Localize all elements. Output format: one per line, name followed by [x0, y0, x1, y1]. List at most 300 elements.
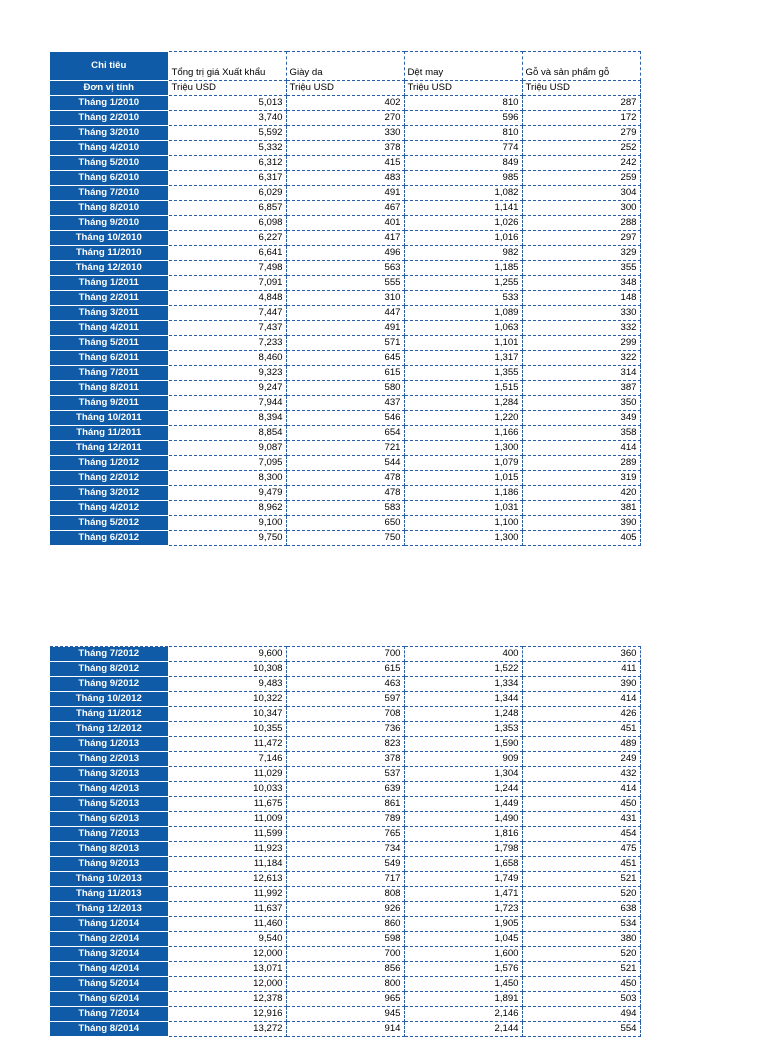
wood-cell[interactable]: 489: [522, 737, 640, 752]
month-label-cell[interactable]: Tháng 8/2013: [50, 842, 168, 857]
textile-cell[interactable]: 1,522: [404, 662, 522, 677]
wood-cell[interactable]: 521: [522, 962, 640, 977]
textile-cell[interactable]: 1,089: [404, 306, 522, 321]
wood-cell[interactable]: 360: [522, 647, 640, 662]
total-export-cell[interactable]: 10,033: [168, 782, 286, 797]
textile-cell[interactable]: 1,141: [404, 201, 522, 216]
textile-cell[interactable]: 1,255: [404, 276, 522, 291]
footwear-cell[interactable]: 491: [286, 186, 404, 201]
footwear-cell[interactable]: 537: [286, 767, 404, 782]
month-label-cell[interactable]: Tháng 2/2012: [50, 471, 168, 486]
footwear-cell[interactable]: 415: [286, 156, 404, 171]
wood-cell[interactable]: 475: [522, 842, 640, 857]
month-label-cell[interactable]: Tháng 5/2013: [50, 797, 168, 812]
total-export-cell[interactable]: 11,460: [168, 917, 286, 932]
textile-cell[interactable]: 1,082: [404, 186, 522, 201]
month-label-cell[interactable]: Tháng 10/2012: [50, 692, 168, 707]
total-export-cell[interactable]: 8,394: [168, 411, 286, 426]
table-row: [50, 516, 640, 531]
table-row: [50, 722, 640, 737]
total-export-cell[interactable]: 11,472: [168, 737, 286, 752]
month-label-cell[interactable]: Tháng 1/2014: [50, 917, 168, 932]
total-export-cell[interactable]: 11,675: [168, 797, 286, 812]
month-label-cell[interactable]: Tháng 11/2013: [50, 887, 168, 902]
footwear-cell[interactable]: 401: [286, 216, 404, 231]
wood-cell[interactable]: 329: [522, 246, 640, 261]
total-export-cell[interactable]: 11,637: [168, 902, 286, 917]
total-export-cell[interactable]: 10,322: [168, 692, 286, 707]
textile-cell[interactable]: 985: [404, 171, 522, 186]
total-export-cell[interactable]: 9,483: [168, 677, 286, 692]
month-label-cell[interactable]: Tháng 1/2013: [50, 737, 168, 752]
total-export-cell[interactable]: 6,227: [168, 231, 286, 246]
total-export-cell[interactable]: 9,323: [168, 366, 286, 381]
textile-cell[interactable]: 1,220: [404, 411, 522, 426]
total-export-cell[interactable]: 11,029: [168, 767, 286, 782]
total-export-cell[interactable]: 3,740: [168, 111, 286, 126]
textile-cell[interactable]: 1,576: [404, 962, 522, 977]
footwear-cell[interactable]: 700: [286, 647, 404, 662]
textile-cell[interactable]: 1,015: [404, 471, 522, 486]
textile-cell[interactable]: 1,471: [404, 887, 522, 902]
footwear-cell[interactable]: 639: [286, 782, 404, 797]
footwear-cell[interactable]: 654: [286, 426, 404, 441]
total-export-cell[interactable]: 6,857: [168, 201, 286, 216]
month-label-cell[interactable]: Tháng 3/2012: [50, 486, 168, 501]
footwear-cell[interactable]: 330: [286, 126, 404, 141]
total-export-cell[interactable]: 11,599: [168, 827, 286, 842]
table-row: [50, 471, 640, 486]
footwear-cell[interactable]: 402: [286, 96, 404, 111]
wood-cell[interactable]: 387: [522, 381, 640, 396]
unit-textile[interactable]: Triệu USD: [404, 81, 522, 96]
month-label-cell[interactable]: Tháng 1/2012: [50, 456, 168, 471]
header-footwear[interactable]: Giày da: [286, 52, 404, 81]
month-label-cell[interactable]: Tháng 1/2010: [50, 96, 168, 111]
total-export-cell[interactable]: 6,312: [168, 156, 286, 171]
footwear-cell[interactable]: 750: [286, 531, 404, 546]
table-row: [50, 456, 640, 471]
footwear-cell[interactable]: 597: [286, 692, 404, 707]
total-export-cell[interactable]: 5,013: [168, 96, 286, 111]
month-label-cell[interactable]: Tháng 4/2014: [50, 962, 168, 977]
wood-cell[interactable]: 411: [522, 662, 640, 677]
month-label-cell[interactable]: Tháng 1/2011: [50, 276, 168, 291]
footwear-cell[interactable]: 717: [286, 872, 404, 887]
textile-cell[interactable]: 1,590: [404, 737, 522, 752]
table-row: [50, 887, 640, 902]
wood-cell[interactable]: 259: [522, 171, 640, 186]
month-label-cell[interactable]: Tháng 10/2013: [50, 872, 168, 887]
total-export-cell[interactable]: 7,447: [168, 306, 286, 321]
textile-cell[interactable]: 909: [404, 752, 522, 767]
total-export-cell[interactable]: 9,600: [168, 647, 286, 662]
footwear-cell[interactable]: 378: [286, 752, 404, 767]
wood-cell[interactable]: 332: [522, 321, 640, 336]
wood-cell[interactable]: 431: [522, 812, 640, 827]
total-export-cell[interactable]: 5,592: [168, 126, 286, 141]
textile-cell[interactable]: 1,284: [404, 396, 522, 411]
total-export-cell[interactable]: 11,009: [168, 812, 286, 827]
wood-cell[interactable]: 390: [522, 677, 640, 692]
month-label-cell[interactable]: Tháng 4/2013: [50, 782, 168, 797]
textile-cell[interactable]: 1,344: [404, 692, 522, 707]
footwear-cell[interactable]: 437: [286, 396, 404, 411]
textile-cell[interactable]: 1,658: [404, 857, 522, 872]
table-row: [50, 336, 640, 351]
textile-cell[interactable]: 400: [404, 647, 522, 662]
wood-cell[interactable]: 521: [522, 872, 640, 887]
total-export-cell[interactable]: 12,000: [168, 947, 286, 962]
month-label-cell[interactable]: Tháng 4/2012: [50, 501, 168, 516]
table-row: [50, 782, 640, 797]
total-export-cell[interactable]: 7,095: [168, 456, 286, 471]
textile-cell[interactable]: 1,816: [404, 827, 522, 842]
month-label-cell[interactable]: Tháng 10/2011: [50, 411, 168, 426]
textile-cell[interactable]: 1,244: [404, 782, 522, 797]
footwear-cell[interactable]: 861: [286, 797, 404, 812]
month-label-cell[interactable]: Tháng 11/2012: [50, 707, 168, 722]
wood-cell[interactable]: 314: [522, 366, 640, 381]
wood-cell[interactable]: 520: [522, 887, 640, 902]
wood-cell[interactable]: 405: [522, 531, 640, 546]
textile-cell[interactable]: 1,166: [404, 426, 522, 441]
textile-cell[interactable]: 1,353: [404, 722, 522, 737]
month-label-cell[interactable]: Tháng 2/2014: [50, 932, 168, 947]
footwear-cell[interactable]: 571: [286, 336, 404, 351]
footwear-cell[interactable]: 417: [286, 231, 404, 246]
month-label-cell[interactable]: Tháng 6/2012: [50, 531, 168, 546]
textile-cell[interactable]: 1,798: [404, 842, 522, 857]
wood-cell[interactable]: 242: [522, 156, 640, 171]
month-label-cell[interactable]: Tháng 5/2012: [50, 516, 168, 531]
footwear-cell[interactable]: 914: [286, 1022, 404, 1037]
month-label-cell[interactable]: Tháng 10/2010: [50, 231, 168, 246]
textile-cell[interactable]: 1,749: [404, 872, 522, 887]
textile-cell[interactable]: 1,334: [404, 677, 522, 692]
total-export-cell[interactable]: 9,750: [168, 531, 286, 546]
wood-cell[interactable]: 494: [522, 1007, 640, 1022]
wood-cell[interactable]: 451: [522, 722, 640, 737]
textile-cell[interactable]: 1,186: [404, 486, 522, 501]
unit-total-export[interactable]: Triệu USD: [168, 81, 286, 96]
textile-cell[interactable]: 1,304: [404, 767, 522, 782]
month-label-cell[interactable]: Tháng 7/2010: [50, 186, 168, 201]
textile-cell[interactable]: 1,248: [404, 707, 522, 722]
month-label-cell[interactable]: Tháng 6/2013: [50, 812, 168, 827]
textile-cell[interactable]: 1,891: [404, 992, 522, 1007]
month-label-cell[interactable]: Tháng 3/2014: [50, 947, 168, 962]
footwear-cell[interactable]: 736: [286, 722, 404, 737]
header-indicator-label[interactable]: Chỉ tiêu: [50, 52, 168, 81]
month-label-cell[interactable]: Tháng 6/2011: [50, 351, 168, 366]
textile-cell[interactable]: 1,449: [404, 797, 522, 812]
wood-cell[interactable]: 287: [522, 96, 640, 111]
footwear-cell[interactable]: 721: [286, 441, 404, 456]
textile-cell[interactable]: 1,031: [404, 501, 522, 516]
wood-cell[interactable]: 330: [522, 306, 640, 321]
wood-cell[interactable]: 299: [522, 336, 640, 351]
textile-cell[interactable]: 1,026: [404, 216, 522, 231]
wood-cell[interactable]: 454: [522, 827, 640, 842]
wood-cell[interactable]: 390: [522, 516, 640, 531]
month-label-cell[interactable]: Tháng 12/2013: [50, 902, 168, 917]
textile-cell[interactable]: 1,185: [404, 261, 522, 276]
month-label-cell[interactable]: Tháng 8/2012: [50, 662, 168, 677]
table-row: [50, 396, 640, 411]
wood-cell[interactable]: 279: [522, 126, 640, 141]
textile-cell[interactable]: 1,079: [404, 456, 522, 471]
month-label-cell[interactable]: Tháng 2/2013: [50, 752, 168, 767]
month-label-cell[interactable]: Tháng 5/2011: [50, 336, 168, 351]
month-label-cell[interactable]: Tháng 9/2011: [50, 396, 168, 411]
total-export-cell[interactable]: 8,854: [168, 426, 286, 441]
textile-cell[interactable]: 1,355: [404, 366, 522, 381]
wood-cell[interactable]: 348: [522, 276, 640, 291]
footwear-cell[interactable]: 598: [286, 932, 404, 947]
total-export-cell[interactable]: 5,332: [168, 141, 286, 156]
total-export-cell[interactable]: 6,317: [168, 171, 286, 186]
total-export-cell[interactable]: 12,613: [168, 872, 286, 887]
wood-cell[interactable]: 414: [522, 692, 640, 707]
wood-cell[interactable]: 432: [522, 767, 640, 782]
textile-cell[interactable]: 1,490: [404, 812, 522, 827]
footwear-cell[interactable]: 734: [286, 842, 404, 857]
textile-cell[interactable]: 2,146: [404, 1007, 522, 1022]
footwear-cell[interactable]: 808: [286, 887, 404, 902]
month-label-cell[interactable]: Tháng 12/2012: [50, 722, 168, 737]
wood-cell[interactable]: 249: [522, 752, 640, 767]
total-export-cell[interactable]: 9,247: [168, 381, 286, 396]
footwear-cell[interactable]: 580: [286, 381, 404, 396]
wood-cell[interactable]: 426: [522, 707, 640, 722]
wood-cell[interactable]: 381: [522, 501, 640, 516]
textile-cell[interactable]: 1,300: [404, 531, 522, 546]
footwear-cell[interactable]: 860: [286, 917, 404, 932]
total-export-cell[interactable]: 8,962: [168, 501, 286, 516]
header-unit-label[interactable]: Đơn vị tính: [50, 81, 168, 96]
wood-cell[interactable]: 414: [522, 782, 640, 797]
wood-cell[interactable]: 288: [522, 216, 640, 231]
wood-cell[interactable]: 355: [522, 261, 640, 276]
total-export-cell[interactable]: 6,641: [168, 246, 286, 261]
total-export-cell[interactable]: 6,098: [168, 216, 286, 231]
month-label-cell[interactable]: Tháng 6/2014: [50, 992, 168, 1007]
total-export-cell[interactable]: 6,029: [168, 186, 286, 201]
footwear-cell[interactable]: 467: [286, 201, 404, 216]
month-label-cell[interactable]: Tháng 7/2013: [50, 827, 168, 842]
month-label-cell[interactable]: Tháng 12/2010: [50, 261, 168, 276]
total-export-cell[interactable]: 11,923: [168, 842, 286, 857]
footwear-cell[interactable]: 478: [286, 471, 404, 486]
footwear-cell[interactable]: 615: [286, 366, 404, 381]
textile-cell[interactable]: 1,101: [404, 336, 522, 351]
wood-cell[interactable]: 450: [522, 797, 640, 812]
month-label-cell[interactable]: Tháng 12/2011: [50, 441, 168, 456]
total-export-cell[interactable]: 11,992: [168, 887, 286, 902]
total-export-cell[interactable]: 8,300: [168, 471, 286, 486]
footwear-cell[interactable]: 965: [286, 992, 404, 1007]
month-label-cell[interactable]: Tháng 7/2014: [50, 1007, 168, 1022]
footwear-cell[interactable]: 563: [286, 261, 404, 276]
wood-cell[interactable]: 451: [522, 857, 640, 872]
month-label-cell[interactable]: Tháng 7/2011: [50, 366, 168, 381]
wood-cell[interactable]: 503: [522, 992, 640, 1007]
textile-cell[interactable]: 810: [404, 96, 522, 111]
month-label-cell[interactable]: Tháng 6/2010: [50, 171, 168, 186]
footwear-cell[interactable]: 483: [286, 171, 404, 186]
wood-cell[interactable]: 349: [522, 411, 640, 426]
footwear-cell[interactable]: 478: [286, 486, 404, 501]
footwear-cell[interactable]: 800: [286, 977, 404, 992]
total-export-cell[interactable]: 9,087: [168, 441, 286, 456]
wood-cell[interactable]: 358: [522, 426, 640, 441]
textile-cell[interactable]: 849: [404, 156, 522, 171]
footwear-cell[interactable]: 645: [286, 351, 404, 366]
footwear-cell[interactable]: 496: [286, 246, 404, 261]
footwear-cell[interactable]: 546: [286, 411, 404, 426]
textile-cell[interactable]: 596: [404, 111, 522, 126]
footwear-cell[interactable]: 447: [286, 306, 404, 321]
total-export-cell[interactable]: 10,355: [168, 722, 286, 737]
header-textile[interactable]: Dệt may: [404, 52, 522, 81]
wood-cell[interactable]: 319: [522, 471, 640, 486]
total-export-cell[interactable]: 7,498: [168, 261, 286, 276]
total-export-cell[interactable]: 13,071: [168, 962, 286, 977]
month-label-cell[interactable]: Tháng 9/2012: [50, 677, 168, 692]
month-label-cell[interactable]: Tháng 3/2011: [50, 306, 168, 321]
wood-cell[interactable]: 172: [522, 111, 640, 126]
footwear-cell[interactable]: 615: [286, 662, 404, 677]
wood-cell[interactable]: 148: [522, 291, 640, 306]
month-label-cell[interactable]: Tháng 11/2010: [50, 246, 168, 261]
footwear-cell[interactable]: 544: [286, 456, 404, 471]
wood-cell[interactable]: 252: [522, 141, 640, 156]
month-label-cell[interactable]: Tháng 3/2010: [50, 126, 168, 141]
month-label-cell[interactable]: Tháng 9/2013: [50, 857, 168, 872]
month-label-cell[interactable]: Tháng 5/2014: [50, 977, 168, 992]
textile-cell[interactable]: 1,600: [404, 947, 522, 962]
wood-cell[interactable]: 300: [522, 201, 640, 216]
total-export-cell[interactable]: 10,308: [168, 662, 286, 677]
footwear-cell[interactable]: 310: [286, 291, 404, 306]
table-row: [50, 96, 640, 111]
textile-cell[interactable]: 2,144: [404, 1022, 522, 1037]
total-export-cell[interactable]: 9,540: [168, 932, 286, 947]
wood-cell[interactable]: 297: [522, 231, 640, 246]
wood-cell[interactable]: 420: [522, 486, 640, 501]
month-label-cell[interactable]: Tháng 4/2010: [50, 141, 168, 156]
total-export-cell[interactable]: 7,437: [168, 321, 286, 336]
wood-cell[interactable]: 350: [522, 396, 640, 411]
total-export-cell[interactable]: 10,347: [168, 707, 286, 722]
footwear-cell[interactable]: 700: [286, 947, 404, 962]
header-total-export[interactable]: Tổng trị giá Xuất khẩu: [168, 52, 286, 81]
month-label-cell[interactable]: Tháng 3/2013: [50, 767, 168, 782]
footwear-cell[interactable]: 463: [286, 677, 404, 692]
footwear-cell[interactable]: 856: [286, 962, 404, 977]
wood-cell[interactable]: 414: [522, 441, 640, 456]
total-export-cell[interactable]: 11,184: [168, 857, 286, 872]
month-label-cell[interactable]: Tháng 2/2010: [50, 111, 168, 126]
footwear-cell[interactable]: 926: [286, 902, 404, 917]
header-wood[interactable]: Gỗ và sản phẩm gỗ: [522, 52, 640, 81]
month-label-cell[interactable]: Tháng 9/2010: [50, 216, 168, 231]
textile-cell[interactable]: 774: [404, 141, 522, 156]
footwear-cell[interactable]: 823: [286, 737, 404, 752]
month-label-cell[interactable]: Tháng 8/2010: [50, 201, 168, 216]
textile-cell[interactable]: 533: [404, 291, 522, 306]
footwear-cell[interactable]: 491: [286, 321, 404, 336]
total-export-cell[interactable]: 12,378: [168, 992, 286, 1007]
textile-cell[interactable]: 1,723: [404, 902, 522, 917]
total-export-cell[interactable]: 7,091: [168, 276, 286, 291]
month-label-cell[interactable]: Tháng 11/2011: [50, 426, 168, 441]
month-label-cell[interactable]: Tháng 8/2011: [50, 381, 168, 396]
total-export-cell[interactable]: 13,272: [168, 1022, 286, 1037]
total-export-cell[interactable]: 9,479: [168, 486, 286, 501]
textile-cell[interactable]: 810: [404, 126, 522, 141]
total-export-cell[interactable]: 9,100: [168, 516, 286, 531]
total-export-cell[interactable]: 4,848: [168, 291, 286, 306]
textile-cell[interactable]: 1,100: [404, 516, 522, 531]
wood-cell[interactable]: 534: [522, 917, 640, 932]
month-label-cell[interactable]: Tháng 5/2010: [50, 156, 168, 171]
month-label-cell[interactable]: Tháng 4/2011: [50, 321, 168, 336]
textile-cell[interactable]: 1,300: [404, 441, 522, 456]
wood-cell[interactable]: 289: [522, 456, 640, 471]
footwear-cell[interactable]: 789: [286, 812, 404, 827]
total-export-cell[interactable]: 12,916: [168, 1007, 286, 1022]
footwear-cell[interactable]: 583: [286, 501, 404, 516]
total-export-cell[interactable]: 12,000: [168, 977, 286, 992]
footwear-cell[interactable]: 650: [286, 516, 404, 531]
wood-cell[interactable]: 450: [522, 977, 640, 992]
textile-cell[interactable]: 1,045: [404, 932, 522, 947]
month-label-cell[interactable]: Tháng 2/2011: [50, 291, 168, 306]
footwear-cell[interactable]: 765: [286, 827, 404, 842]
wood-cell[interactable]: 638: [522, 902, 640, 917]
textile-cell[interactable]: 982: [404, 246, 522, 261]
wood-cell[interactable]: 520: [522, 947, 640, 962]
textile-cell[interactable]: 1,905: [404, 917, 522, 932]
month-label-cell[interactable]: Tháng 8/2014: [50, 1022, 168, 1037]
footwear-cell[interactable]: 708: [286, 707, 404, 722]
wood-cell[interactable]: 322: [522, 351, 640, 366]
table-row: [50, 441, 640, 456]
total-export-cell[interactable]: 8,460: [168, 351, 286, 366]
month-label-cell[interactable]: Tháng 7/2012: [50, 647, 168, 662]
textile-cell[interactable]: 1,450: [404, 977, 522, 992]
footwear-cell[interactable]: 270: [286, 111, 404, 126]
textile-cell[interactable]: 1,317: [404, 351, 522, 366]
footwear-cell[interactable]: 549: [286, 857, 404, 872]
wood-cell[interactable]: 304: [522, 186, 640, 201]
textile-cell[interactable]: 1,016: [404, 231, 522, 246]
unit-footwear[interactable]: Triệu USD: [286, 81, 404, 96]
total-export-cell[interactable]: 7,944: [168, 396, 286, 411]
wood-cell[interactable]: 380: [522, 932, 640, 947]
total-export-cell[interactable]: 7,233: [168, 336, 286, 351]
unit-wood[interactable]: Triệu USD: [522, 81, 640, 96]
textile-cell[interactable]: 1,515: [404, 381, 522, 396]
wood-cell[interactable]: 554: [522, 1022, 640, 1037]
footwear-cell[interactable]: 378: [286, 141, 404, 156]
footwear-cell[interactable]: 555: [286, 276, 404, 291]
total-export-cell[interactable]: 7,146: [168, 752, 286, 767]
textile-cell[interactable]: 1,063: [404, 321, 522, 336]
footwear-cell[interactable]: 945: [286, 1007, 404, 1022]
